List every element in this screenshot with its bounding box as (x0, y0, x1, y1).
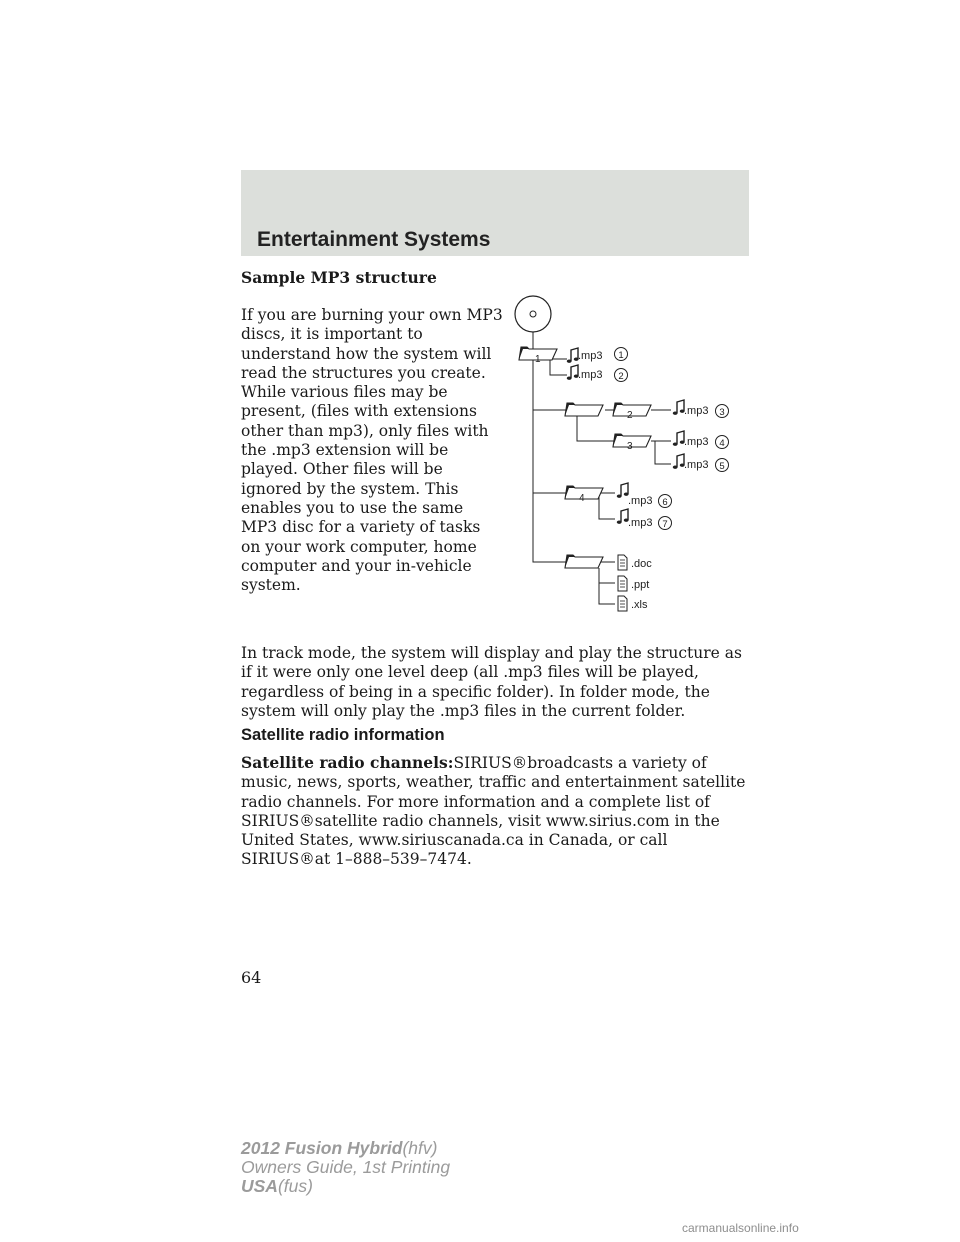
mp3-intro-paragraph: If you are burning your own MP3 discs, it is important to understand how the system will read the structures you create. While various files may be present, (files with extensions other than mp3), only files with the .mp3 extension will be played. Other files will be ignored by the system. This enables you to use the same MP3 disc for a variety of tasks on your work computer, home computer and your in-vehicle system. (241, 306, 503, 595)
track-number: 6 (662, 497, 668, 508)
document-icon (618, 555, 627, 570)
track-number: 5 (719, 461, 725, 472)
satellite-channels-body: SIRIUS®broadcasts a variety of music, news, sports, weather, traffic and entertainment satellite radio channels. For more information and a complete list of SIRIUS®satellite radio channels, visit www.sirius.com in the United States, www.siriuscanada.ca in Canada, or call SIRIUS®at 1–888–539–7474. (241, 754, 746, 869)
file-extension: .doc (631, 558, 652, 570)
document-icon (618, 596, 627, 611)
disc-icon (515, 296, 551, 332)
folder-icon (565, 403, 603, 416)
music-note-icon (673, 400, 685, 415)
file-extension: .mp3 (684, 405, 709, 417)
folder-number: 2 (627, 410, 633, 421)
footer-print-info (241, 1139, 450, 1196)
footer-edition: Owners Guide, 1st Printing (241, 1157, 451, 1177)
music-note-icon (673, 454, 685, 469)
file-extension: .mp3 (578, 369, 603, 381)
mp3-structure-heading: Sample MP3 structure (241, 268, 437, 287)
folder-icon (565, 555, 603, 568)
file-extension: .mp3 (628, 517, 653, 529)
mp3-structure-diagram (505, 292, 745, 622)
music-note-icon (617, 483, 629, 498)
folder-number: 1 (535, 354, 541, 365)
music-note-icon (567, 348, 579, 363)
music-note-icon (673, 431, 685, 446)
section-header-band (241, 170, 749, 256)
track-number: 2 (618, 371, 624, 382)
file-extension: .xls (631, 599, 648, 611)
page-number: 64 (241, 968, 262, 987)
footer-model: 2012 Fusion Hybrid (241, 1138, 403, 1158)
footer-market: USA (241, 1176, 278, 1196)
file-extension: .mp3 (628, 495, 653, 507)
watermark: carmanualsonline.info (682, 1221, 799, 1235)
music-note-icon (567, 365, 579, 380)
file-extension: .mp3 (684, 436, 709, 448)
document-icon (618, 576, 627, 591)
file-extension: .mp3 (578, 350, 603, 362)
satellite-radio-paragraph (241, 753, 751, 870)
track-folder-mode-paragraph: In track mode, the system will display and play the structure as if it were only one level deep (all .mp3 files will be played, regardless of being in a specific folder). In folder mode, the system will only play the .mp3 files in the current folder. (241, 644, 742, 720)
folder-number: 4 (579, 493, 585, 504)
track-number: 7 (662, 519, 668, 530)
footer-model-code: (hfv) (402, 1138, 438, 1158)
satellite-channels-lead: Satellite radio channels: (241, 753, 454, 772)
folder-number: 3 (627, 441, 633, 452)
music-note-icon (617, 509, 629, 524)
file-extension: .ppt (631, 579, 650, 591)
track-number: 3 (719, 407, 725, 418)
footer-market-code: (fus) (277, 1176, 313, 1196)
track-number: 4 (719, 438, 725, 449)
file-extension: .mp3 (684, 459, 709, 471)
satellite-radio-heading: Satellite radio information (241, 726, 445, 744)
track-number: 1 (618, 350, 624, 361)
section-title: Entertainment Systems (257, 228, 491, 251)
